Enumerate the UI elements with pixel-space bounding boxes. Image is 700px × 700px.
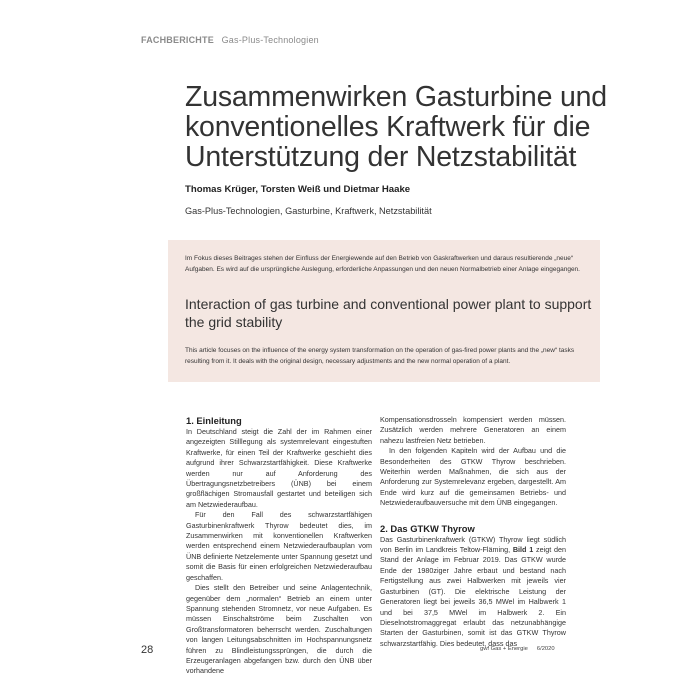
body-paragraph: In Deutschland steigt die Zahl der im Rahmen einer angezeigten Stilllegung als systemrelevant eingestuften Kraftwerke, für einen Teil der Kraftwerke geschieht dies aufgrund ihrer Schwarzstartfähigkeit. Diese Kraftwerke werden nur auf Anforderung des Übertragungsnetzbetreibers (ÜNB) bei einem großflächigen Stromausfall gestartet und beteiligen sich am Netzwiederaufbau. (186, 427, 372, 509)
body-text: Das Gasturbinenkraftwerk (GTKW) Thyrow liegt südlich von Berlin im Landkreis Teltow-Fläming, (380, 534, 566, 555)
journal-issue: 6/2020 (536, 646, 555, 652)
body-paragraph: Kompensationsdrosseln kompensiert werden müssen. Zusätzlich werden mehrere Generatoren an einem nahezu lastfreien Netz betrieben. (380, 415, 566, 445)
journal-name: gwf Gas + Energie (480, 646, 528, 652)
section-name: FACHBERICHTE (141, 35, 214, 45)
abstract-german: Im Fokus dieses Beitrages stehen der Einfluss der Energiewende auf den Betrieb von Gaskraftwerken und daraus resultierende „neue“ Aufgaben. Es wird auf die ursprüngliche Auslegung, erforderliche Anpassungen und den neuen Normalbetrieb einer Anlage eingegangen. (185, 255, 580, 273)
page-number: 28 (141, 644, 154, 656)
article-keywords: Gas-Plus-Technologien, Gasturbine, Kraftwerk, Netzstabilität (185, 206, 432, 216)
article-authors: Thomas Krüger, Torsten Weiß und Dietmar Haake (185, 184, 411, 195)
abstract-english: This article focuses on the influence of the energy system transformation on the operation of gas-fired power plants and the „new“ tasks resulting from it. It deals with the original design, necessary adjustments and the new normal operation of a plant. (185, 347, 575, 365)
body-paragraph: Für den Fall des schwarzstartfähigen Gasturbinenkraftwerk Thyrow bedeutet dies, im Zusammenwirken mit konventionellen Kraftwerken werden entsprechend einem Netzwiederaufbauplan vom ÜNB definierte Netzelemente unter Spannung gesetzt und somit die Basis für einen erfolgreichen Netzwiederaufbau geschaffen. (186, 510, 372, 582)
body-paragraph: In den folgenden Kapiteln wird der Aufbau und die Besonderheiten des GTKW Thyrow beschrieben. Weiterhin werden Maßnahmen, die sich aus der Anforderung zur Systemrelevanz ergeben, dargestellt. Am Ende wird kurz auf die gemeinsamen Betriebs- und Netzwiederaufbauversuche mit dem ÜNB eingegangen. (380, 446, 566, 508)
section-label (141, 35, 319, 45)
abstract-box (168, 240, 600, 382)
body-column-left (186, 415, 372, 677)
journal-footer (480, 646, 555, 652)
figure-reference: Bild 1 (512, 545, 534, 555)
section-heading-gtkw-thyrow: 2. Das GTKW Thyrow (380, 522, 475, 534)
article-title: Zusammenwirken Gasturbine und konventionelles Kraftwerk für die Unterstützung der Netzstabilität (185, 81, 607, 173)
body-paragraph (380, 535, 566, 649)
english-title: Interaction of gas turbine and conventional power plant to support the grid stability (185, 296, 592, 330)
section-topic: Gas-Plus-Technologien (221, 35, 319, 45)
body-paragraph: Dies stellt den Betreiber und seine Anlagentechnik, gegenüber dem „normalen“ Betrieb an einem unter Spannung stehenden Stromnetz, vor neue Aufgaben. Es müssen Einschaltströme beim Zuschalten von Großtransformatoren beherrscht werden. Zuschaltungen von langen Leitungsabschnitten im Hochspannungsnetz führen zu Blindleistungssprüngen, die durch die Erzeugeranlagen abgefangen bzw. durch den ÜNB über vorhandene (186, 583, 372, 676)
section-heading-introduction: 1. Einleitung (186, 415, 242, 426)
body-column-right (380, 415, 566, 649)
body-text: zeigt den Stand der Anlage im Februar 2019. Das GTKW wurde Ende der 1980ziger Jahre erbaut und bestand nach Fertigstellung aus zwei Halbwerken mit jeweils vier Gasturbinen (GT). Die elektrische Leistung der Generatoren liegt bei jeweils 36,5 MWel im Halbwerk 1 und bei 37,5 MWel im Halbwerk 2. Ein Dieselnotstromaggregat erlaubt das netzunabhängige Starten der Gasturbinen, somit ist das GTKW Thyrow schwarzstartfähig. Dies bedeutet, dass das (380, 545, 566, 648)
